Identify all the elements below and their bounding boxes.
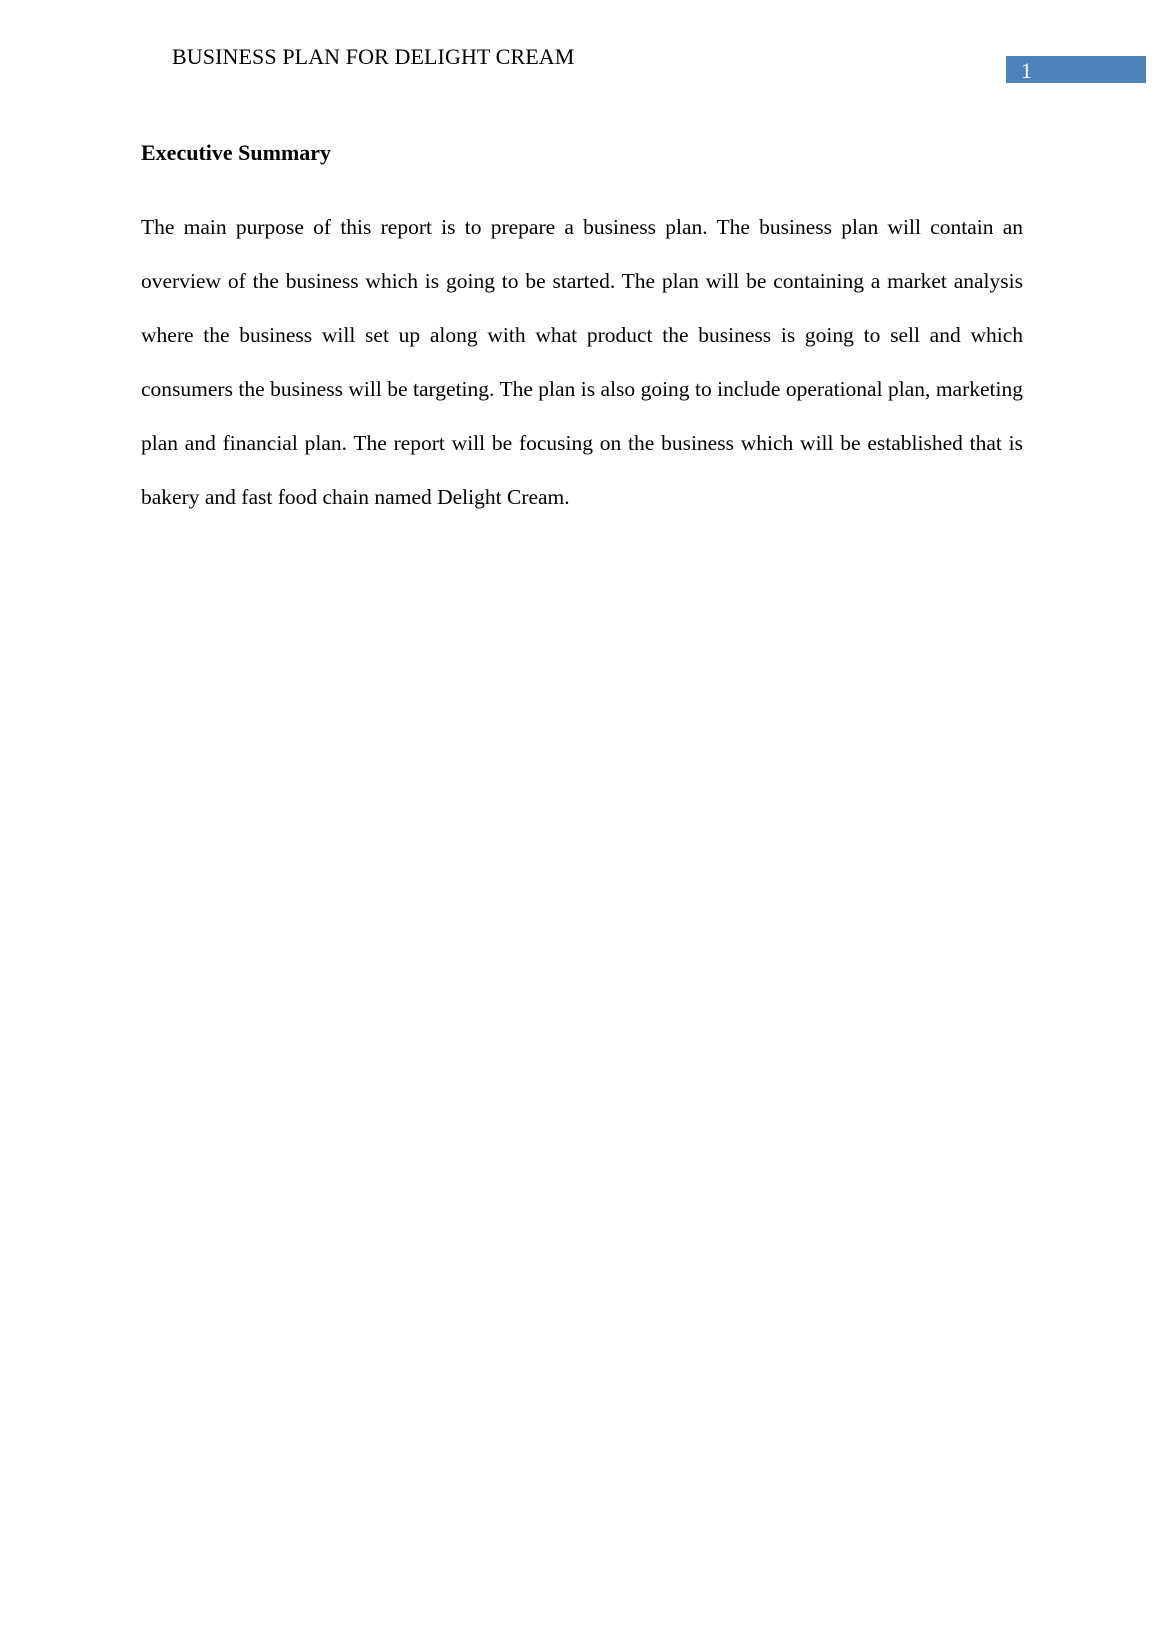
body-paragraph: The main purpose of this report is to prepare a business plan. The business plan will contain an overview of the business which is going to be started. The plan will be containing a market analysis where the business will set up along with what product the business is going to sell and which consumers the business will be targeting. The plan is also going to include operational plan, marketing plan and financial plan. The report will be focusing on the business which will be established that is bakery and fast food chain named Delight Cream. (141, 215, 1023, 509)
running-header-title: BUSINESS PLAN FOR DELIGHT CREAM (172, 44, 575, 69)
page-number-badge (1006, 56, 1146, 83)
page-number: 1 (1021, 58, 1032, 83)
section-heading: Executive Summary (141, 140, 332, 165)
